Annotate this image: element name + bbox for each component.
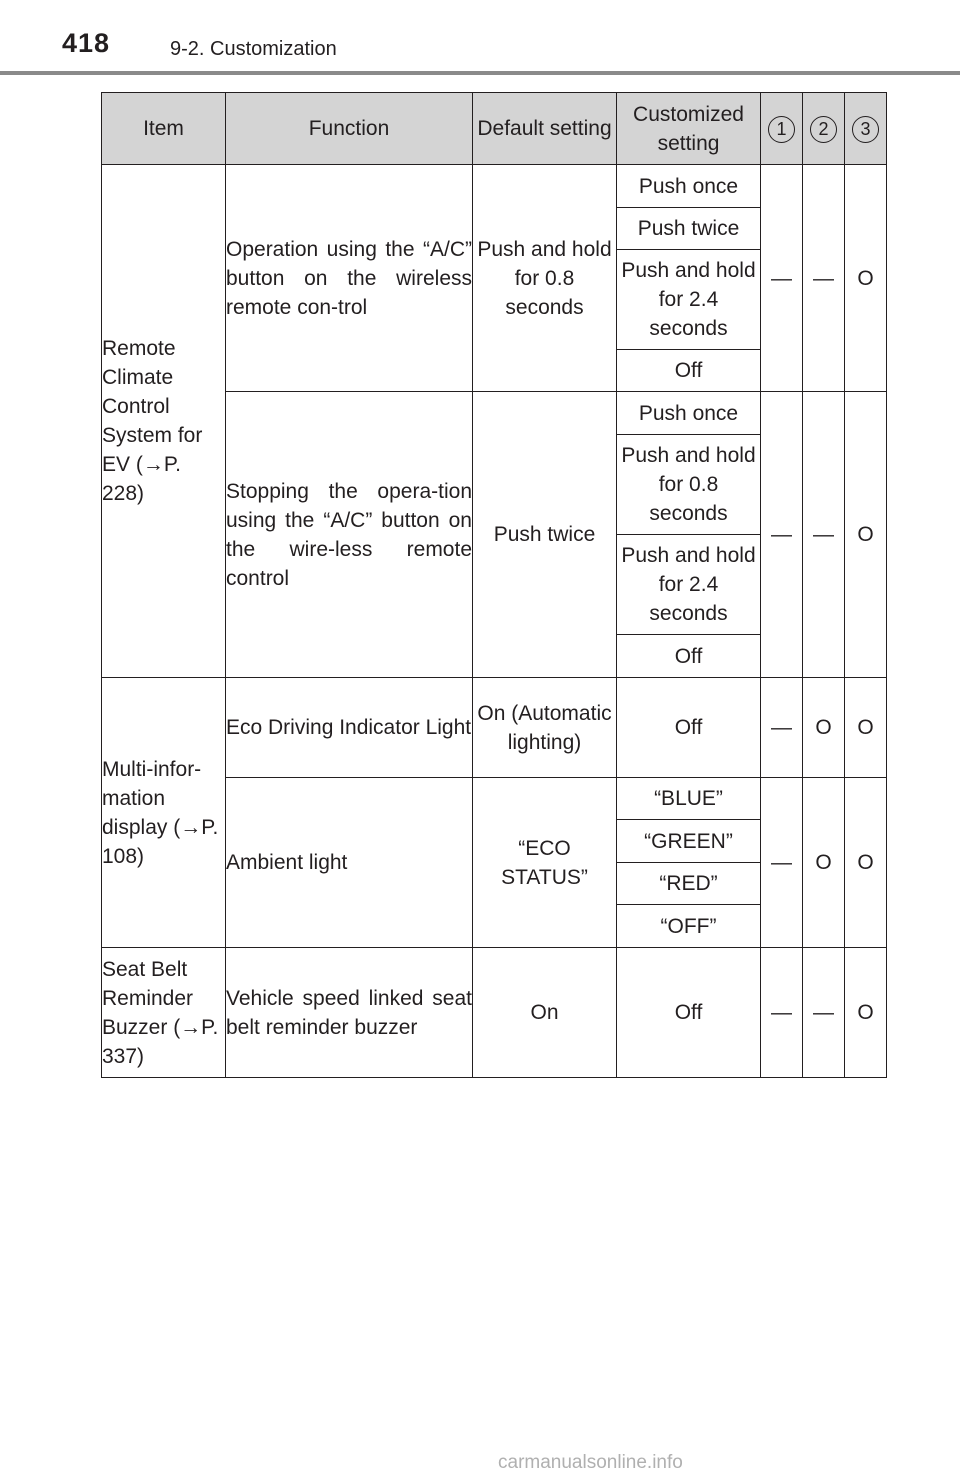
customized-option: Push once — [617, 165, 761, 208]
column-header-function: Function — [226, 93, 473, 165]
item-cell-multi-information: Multi-infor-mation display (→P. 108) — [102, 678, 226, 948]
col1-mark: — — [761, 678, 803, 778]
function-cell: Stopping the opera-tion using the “A/C” button on the wire-less remote control — [226, 392, 473, 678]
col1-mark: — — [761, 948, 803, 1078]
function-cell: Eco Driving Indicator Light — [226, 678, 473, 778]
column-header-3 — [845, 93, 887, 165]
customized-option: Off — [617, 635, 761, 678]
default-setting-cell: Push twice — [473, 392, 617, 678]
customized-option: “GREEN” — [617, 820, 761, 863]
customized-option: “BLUE” — [617, 778, 761, 820]
column-header-default-setting: Default setting — [473, 93, 617, 165]
col2-mark: O — [803, 678, 845, 778]
header-rule — [0, 71, 960, 75]
customized-option: Push twice — [617, 208, 761, 250]
col1-mark: — — [761, 392, 803, 678]
col3-mark: O — [845, 165, 887, 392]
default-setting-cell: On — [473, 948, 617, 1078]
column-header-2 — [803, 93, 845, 165]
default-setting-cell: “ECO STATUS” — [473, 778, 617, 948]
customized-option: “OFF” — [617, 905, 761, 948]
section-title: 9-2. Customization — [170, 38, 337, 60]
customized-option: Push and hold for 0.8 seconds — [617, 435, 761, 535]
default-setting-cell: Push and hold for 0.8 seconds — [473, 165, 617, 392]
customized-option: Push and hold for 2.4 seconds — [617, 250, 761, 350]
customized-option: Push and hold for 2.4 seconds — [617, 535, 761, 635]
col2-mark: — — [803, 165, 845, 392]
column-header-customized-setting: Customized setting — [617, 93, 761, 165]
customized-option: Off — [617, 678, 761, 778]
customized-option: Off — [617, 350, 761, 392]
col3-mark: O — [845, 392, 887, 678]
customization-table — [101, 92, 887, 1078]
function-cell: Ambient light — [226, 778, 473, 948]
circled-number-3: 3 — [852, 116, 879, 143]
customized-option: Off — [617, 948, 761, 1078]
col1-mark: — — [761, 778, 803, 948]
col1-mark: — — [761, 165, 803, 392]
col2-mark: O — [803, 778, 845, 948]
circled-number-2: 2 — [810, 116, 837, 143]
item-cell-remote-climate: Remote Climate Control System for EV (→P. 228) — [102, 165, 226, 678]
column-header-item: Item — [102, 93, 226, 165]
customized-option: Push once — [617, 392, 761, 435]
col3-mark: O — [845, 948, 887, 1078]
item-cell-seat-belt: Seat Belt Reminder Buzzer (→P. 337) — [102, 948, 226, 1078]
customized-option: “RED” — [617, 863, 761, 905]
col2-mark: — — [803, 392, 845, 678]
table-header-row — [102, 93, 887, 165]
col3-mark: O — [845, 678, 887, 778]
col3-mark: O — [845, 778, 887, 948]
watermark: carmanualsonline.info — [498, 1452, 683, 1473]
column-header-1 — [761, 93, 803, 165]
col2-mark: — — [803, 948, 845, 1078]
default-setting-cell: On (Automatic lighting) — [473, 678, 617, 778]
table-row — [102, 948, 887, 1078]
table-row — [102, 165, 887, 208]
function-cell: Vehicle speed linked seat belt reminder buzzer — [226, 948, 473, 1078]
table-row — [102, 678, 887, 778]
circled-number-1: 1 — [768, 116, 795, 143]
function-cell: Operation using the “A/C” button on the wireless remote con-trol — [226, 165, 473, 392]
page-number: 418 — [62, 28, 111, 58]
